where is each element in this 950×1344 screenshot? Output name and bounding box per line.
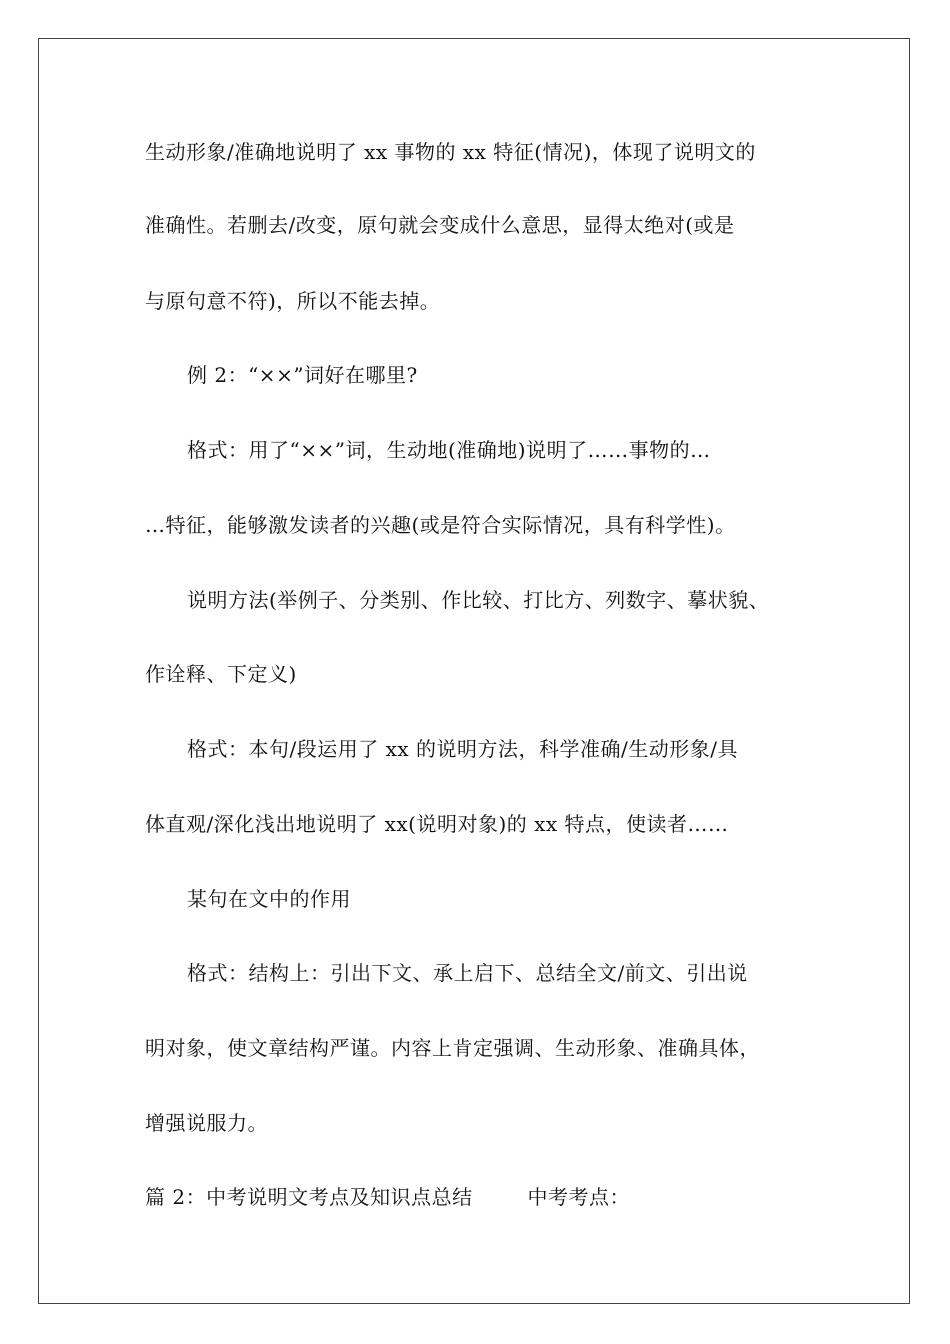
example-2-heading: 例 2：“××”词好在哪里? (187, 363, 418, 387)
section-2-heading: 篇 2：中考说明文考点及知识点总结 中考考点： (145, 1185, 630, 1209)
format-line-2: 格式：本句/段运用了 xx 的说明方法，科学准确/生动形象/具 (187, 737, 738, 761)
methods-heading-continued: 作诠释、下定义) (145, 662, 297, 686)
methods-heading: 说明方法(举例子、分类别、作比较、打比方、列数字、摹状貌、 (187, 588, 770, 612)
body-line-1: 生动形象/准确地说明了 xx 事物的 xx 特征(情况)，体现了说明文的 (145, 140, 756, 164)
format-line-1: 格式：用了“××”词，生动地(准确地)说明了……事物的… (187, 438, 711, 462)
format-line-1-continued: …特征，能够激发读者的兴趣(或是符合实际情况，具有科学性)。 (145, 513, 736, 537)
body-line-2: 准确性。若删去/改变，原句就会变成什么意思，显得太绝对(或是 (145, 213, 735, 237)
format-line-3: 格式：结构上：引出下文、承上启下、总结全文/前文、引出说 (187, 961, 748, 985)
format-line-2-continued: 体直观/深化浅出地说明了 xx(说明对象)的 xx 特点，使读者…… (145, 812, 729, 836)
format-line-3-end: 增强说服力。 (145, 1111, 268, 1135)
sentence-role-heading: 某句在文中的作用 (187, 887, 351, 911)
format-line-3-continued: 明对象，使文章结构严谨。内容上肯定强调、生动形象、准确具体， (145, 1036, 760, 1060)
body-line-3: 与原句意不符)，所以不能去掉。 (145, 289, 441, 313)
